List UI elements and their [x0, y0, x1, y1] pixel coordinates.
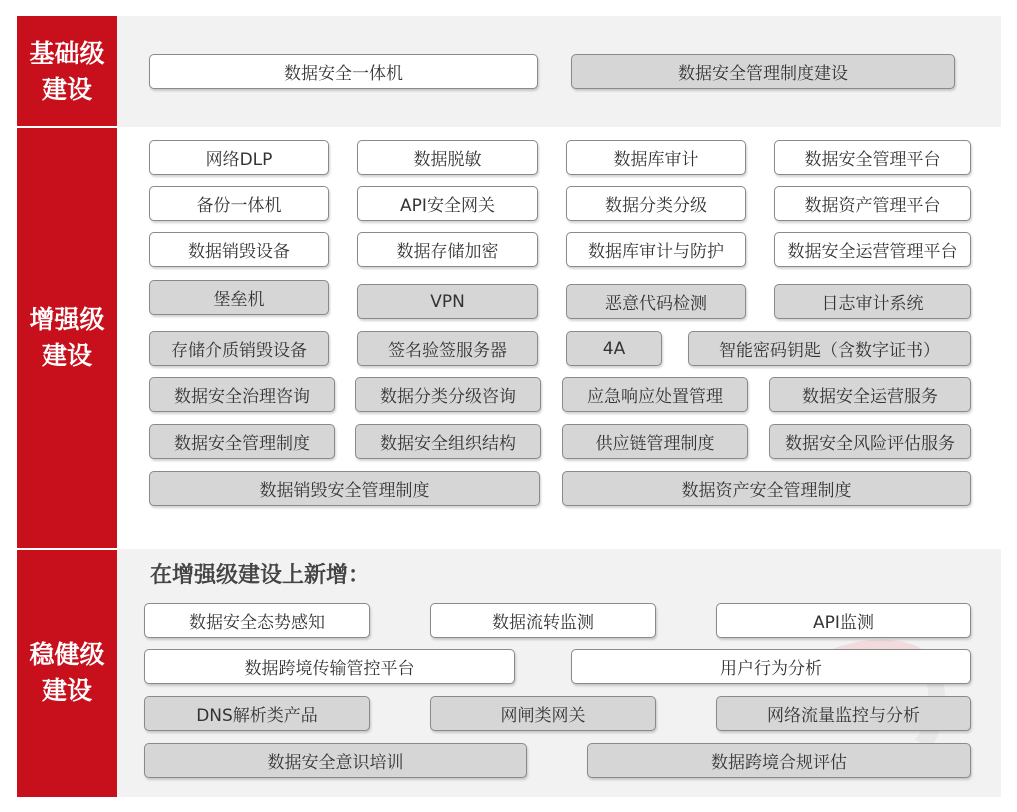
enhanced-item: 数据销毁安全管理制度	[149, 471, 540, 506]
enhanced-item: 数据销毁设备	[149, 232, 329, 267]
enhanced-item: 数据存储加密	[357, 232, 538, 267]
robust-tier-label	[17, 549, 117, 797]
enhanced-item: 数据库审计	[566, 140, 746, 175]
enhanced-item: 堡垒机	[149, 280, 329, 315]
decorative-swoosh-graphic	[820, 630, 960, 750]
robust-item: 数据跨境合规评估	[587, 743, 971, 778]
basic-item: 数据安全管理制度建设	[571, 54, 955, 89]
enhanced-item: 供应链管理制度	[562, 424, 748, 459]
enhanced-item: 数据安全运营管理平台	[774, 232, 971, 267]
enhanced-item: 数据分类分级咨询	[355, 377, 541, 412]
enhanced-item: 数据安全治理咨询	[149, 377, 335, 412]
enhanced-item: 数据分类分级	[566, 186, 746, 221]
basic-item: 数据安全一体机	[149, 54, 538, 89]
enhanced-item: 数据资产安全管理制度	[562, 471, 971, 506]
enhanced-item: 存储介质销毁设备	[149, 331, 329, 366]
enhanced-item: 数据安全组织结构	[355, 424, 541, 459]
enhanced-item: 数据库审计与防护	[566, 232, 746, 267]
robust-tier-label-text: 稳健级 建设	[29, 640, 105, 705]
basic-tier-label-text: 基础级 建设	[29, 38, 105, 104]
enhanced-item: API安全网关	[357, 186, 538, 221]
enhanced-item: 数据安全管理制度	[149, 424, 335, 459]
robust-item: API监测	[716, 603, 971, 638]
enhanced-item: 数据安全运营服务	[769, 377, 971, 412]
enhanced-item: 备份一体机	[149, 186, 329, 221]
enhanced-tier-label	[17, 127, 117, 549]
enhanced-item: 智能密码钥匙（含数字证书）	[688, 331, 971, 366]
robust-item: 网络流量监控与分析	[716, 696, 971, 731]
enhanced-item: 应急响应处置管理	[562, 377, 748, 412]
enhanced-item: 4A	[566, 331, 662, 366]
robust-tier-heading: 在增强级建设上新增：	[150, 563, 371, 588]
basic-tier-label	[17, 16, 117, 127]
robust-item: 网闸类网关	[430, 696, 656, 731]
enhanced-item: 网络DLP	[149, 140, 329, 175]
robust-item: 数据安全意识培训	[144, 743, 527, 778]
enhanced-item: 恶意代码检测	[566, 284, 746, 319]
tier-divider	[17, 126, 117, 128]
enhanced-tier-label-text: 增强级 建设	[29, 305, 105, 370]
enhanced-item: 数据安全管理平台	[774, 140, 971, 175]
enhanced-item: 签名验签服务器	[357, 331, 538, 366]
enhanced-item: VPN	[357, 284, 538, 319]
robust-item: 用户行为分析	[571, 649, 971, 684]
tier-divider	[17, 548, 117, 550]
robust-item: 数据流转监测	[430, 603, 656, 638]
robust-item: DNS解析类产品	[144, 696, 370, 731]
enhanced-item: 数据脱敏	[357, 140, 538, 175]
enhanced-item: 日志审计系统	[774, 284, 971, 319]
robust-item: 数据安全态势感知	[144, 603, 370, 638]
enhanced-item: 数据安全风险评估服务	[769, 424, 971, 459]
enhanced-item: 数据资产管理平台	[774, 186, 971, 221]
robust-item: 数据跨境传输管控平台	[144, 649, 515, 684]
